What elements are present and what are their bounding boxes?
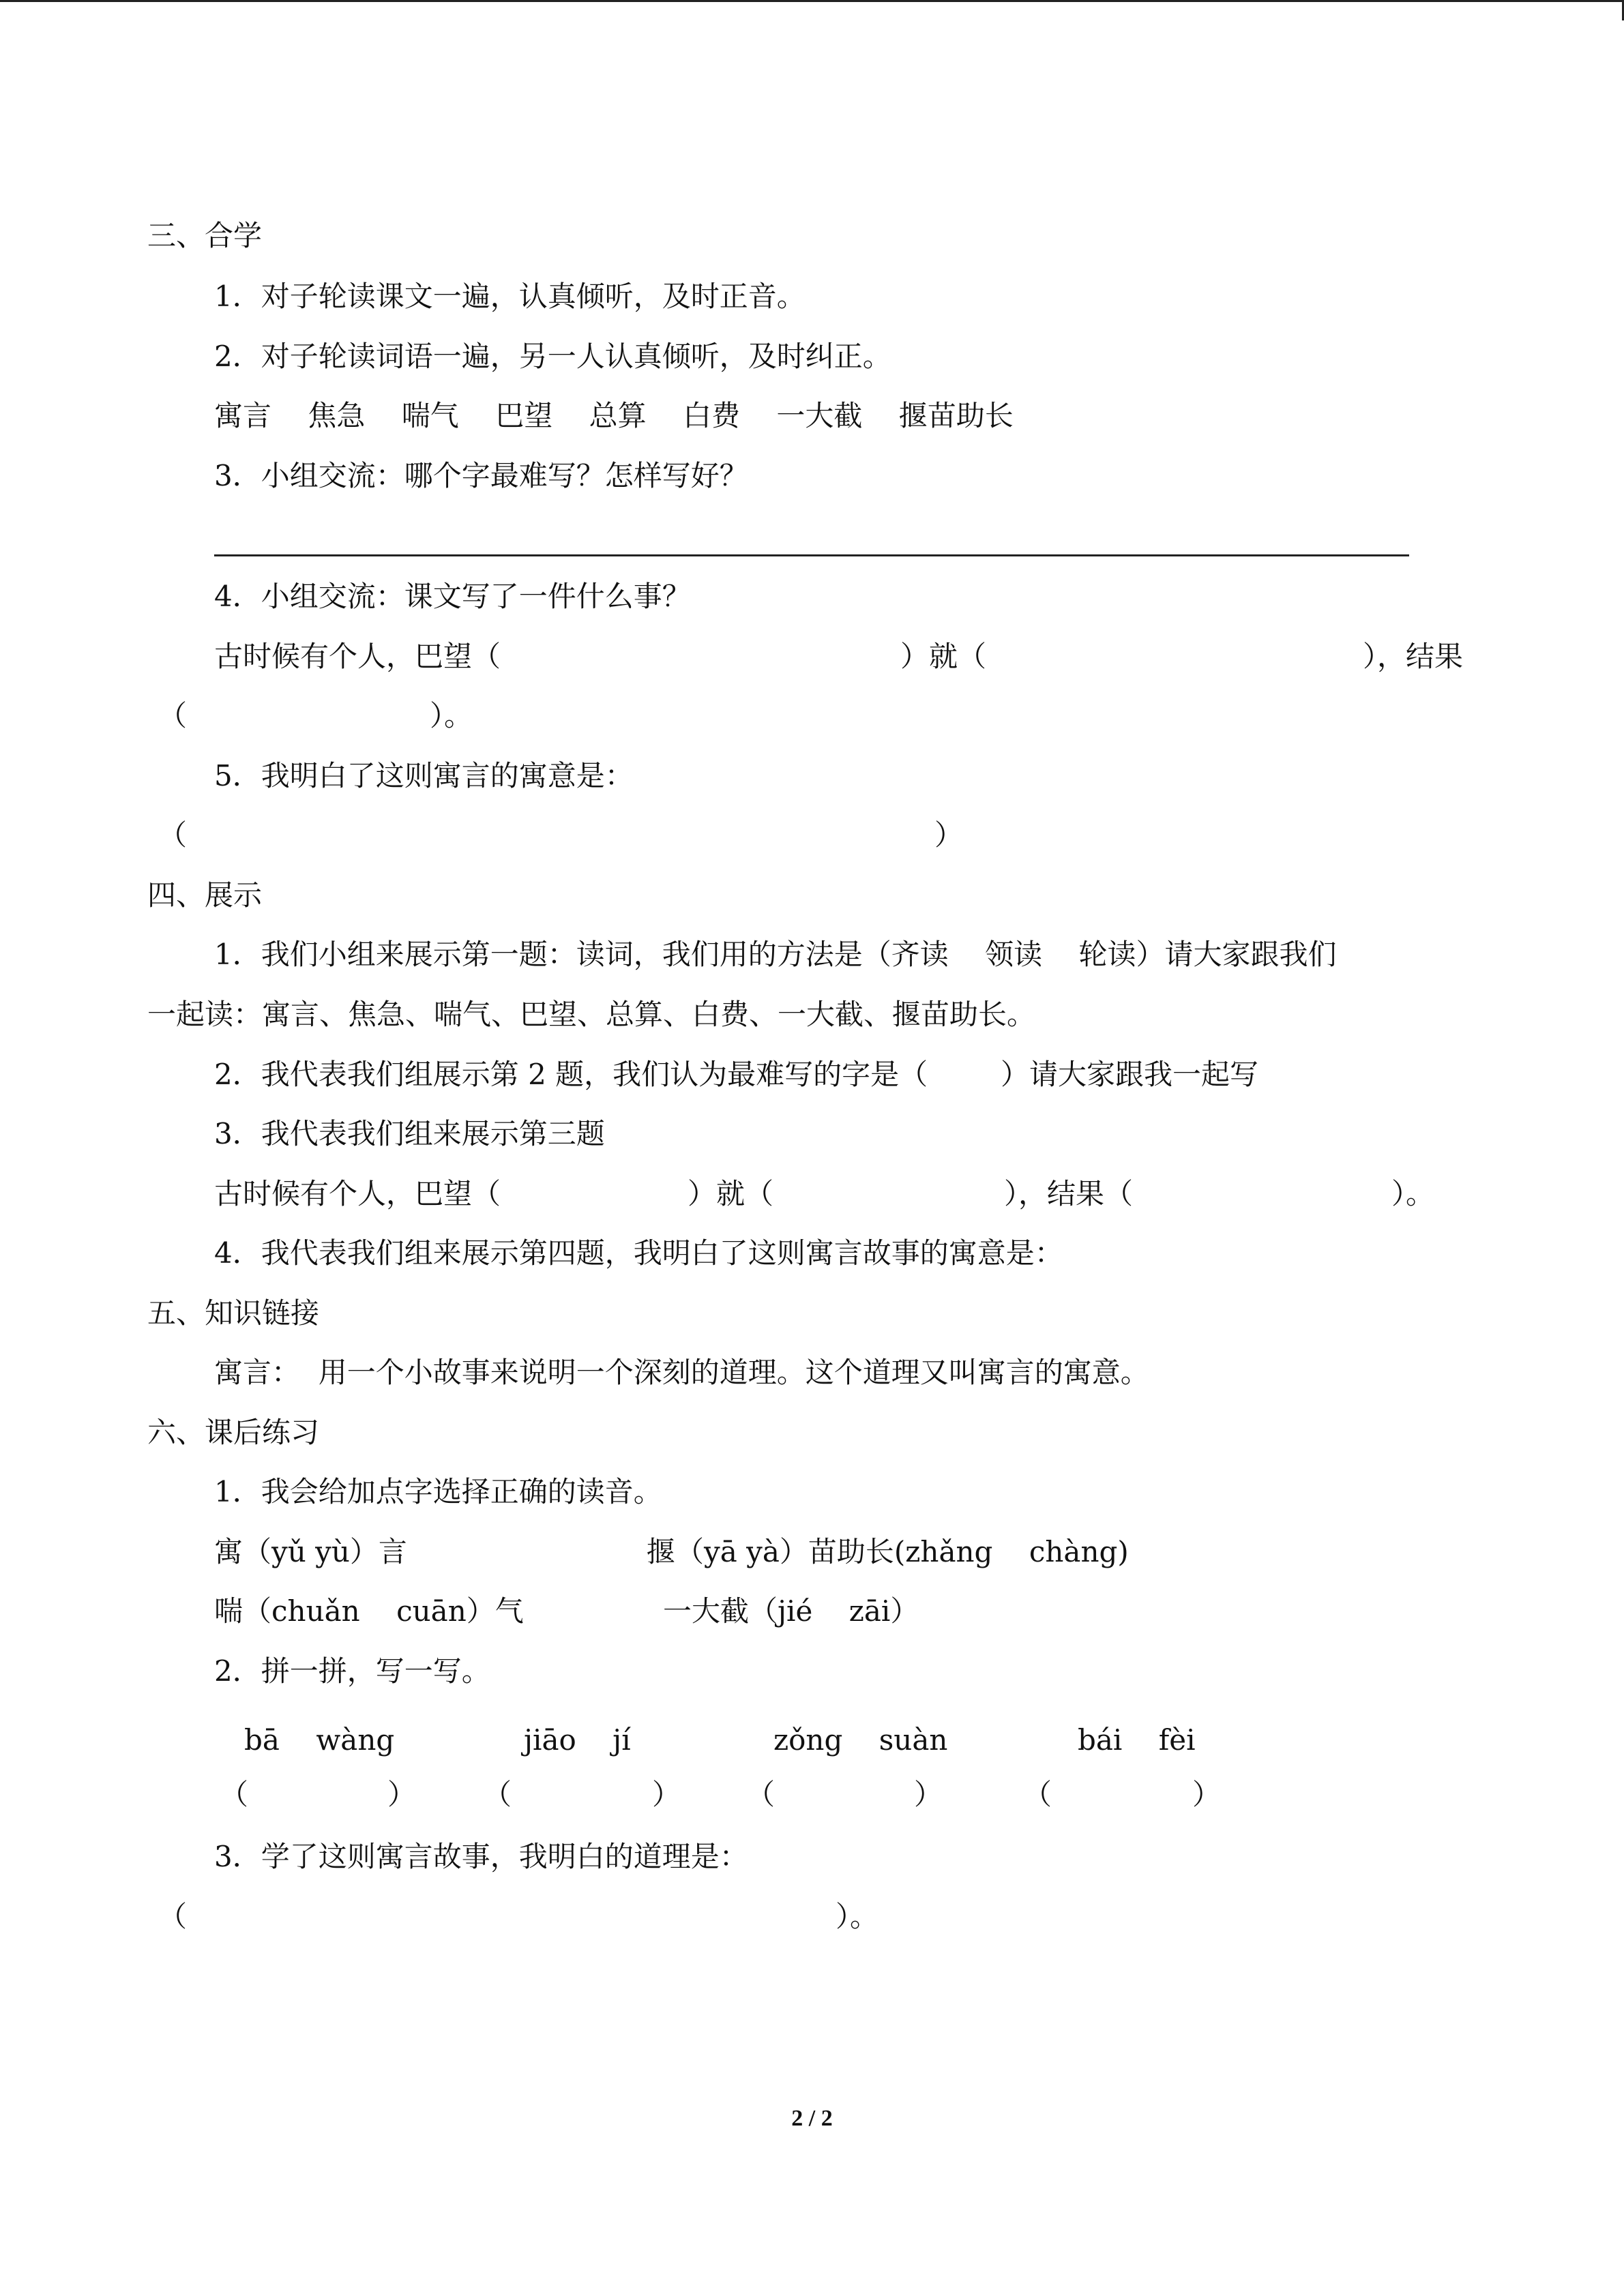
pinyin-item: bā wàng [244,1723,395,1757]
s3-q4-text-d: （ [158,699,188,732]
pinyin-item: zǒng suàn [773,1723,948,1757]
s3-q4-text-c: ），结果 [1363,640,1464,673]
s6-reading-2a: 喘（chuǎn cuān）气 [214,1594,524,1628]
blank-open: （ [220,1778,249,1811]
s3-question-5: 5．我明白了这则寓言的寓意是： [214,759,634,792]
s4-p3-text-c: ），结果（ [1004,1177,1134,1210]
s4-p3-text-b: ）就（ [688,1177,774,1210]
s3-q4-text-a: 古时候有个人，巴望（ [214,640,501,673]
s3-question-1: 1．对子轮读课文一遍，认真倾听，及时正音。 [214,280,806,313]
section-4-title: 四、展示 [147,878,263,912]
s4-p3-text-d: ）。 [1391,1177,1435,1210]
s4-point-3: 3．我代表我们组来展示第三题 [214,1117,605,1150]
blank-close: ） [652,1778,681,1811]
s3-question-3: 3．小组交流：哪个字最难写？怎样写好？ [214,459,748,492]
s6-reading-1a: 寓（yǔ yù）言 [214,1535,407,1568]
blank-close: ） [914,1778,943,1811]
s6-q3-open: （ [158,1900,188,1933]
blank-open: （ [483,1778,512,1811]
s4-point-4: 4．我代表我们组来展示第四题，我明白了这则寓言故事的寓意是： [214,1236,1063,1270]
blank-close: ） [387,1778,417,1811]
pinyin-item: bái fèi [1078,1723,1196,1757]
section-5-title: 五、知识链接 [147,1296,320,1330]
s4-point-2: 2．我代表我们组展示第 2 题，我们认为最难写的字是（ ）请大家跟我一起写 [214,1058,1258,1091]
s3-q4-text-e: ）。 [430,699,473,732]
s4-point-1a: 1．我们小组来展示第一题：读词，我们用的方法是（齐读 领读 轮读）请大家跟我们 [214,938,1337,971]
s6-q3-close: ）。 [836,1900,879,1933]
s3-question-2: 2．对子轮读词语一遍，另一人认真倾听，及时纠正。 [214,340,891,373]
s3-q4-text-b: ）就（ [900,640,987,673]
s4-p3-text-a: 古时候有个人，巴望（ [214,1177,501,1210]
s6-question-2: 2．拼一拼，写一写。 [214,1654,490,1688]
s3-q5-close: ） [934,818,964,852]
page-top-border [0,0,1624,2]
s6-reading-1b: 揠（yā yà）苗助长(zhǎng chàng) [647,1535,1129,1568]
s6-question-1: 1．我会给加点字选择正确的读音。 [214,1475,662,1508]
pinyin-item: jiāo jí [524,1723,631,1757]
s3-q5-open: （ [158,818,188,852]
blank-open: （ [746,1778,776,1811]
blank-close: ） [1192,1778,1222,1811]
s6-question-3: 3．学了这则寓言故事，我明白的道理是： [214,1840,748,1873]
s5-body: 寓言： 用一个小故事来说明一个深刻的道理。这个道理又叫寓言的寓意。 [214,1356,1149,1389]
s3-word-list: 寓言 焦急 喘气 巴望 总算 白费 一大截 揠苗助长 [214,399,1014,432]
answer-line [214,554,1409,556]
page-number: 2 / 2 [791,2106,833,2131]
s3-question-4: 4．小组交流：课文写了一件什么事？ [214,580,691,613]
blank-open: （ [1023,1778,1052,1811]
section-3-title: 三、合学 [147,219,263,252]
s4-point-1b: 一起读：寓言、焦急、喘气、巴望、总算、白费、一大截、揠苗助长。 [147,998,1036,1031]
s6-reading-2b: 一大截（jié zāi） [663,1594,919,1628]
section-6-title: 六、课后练习 [147,1416,320,1449]
